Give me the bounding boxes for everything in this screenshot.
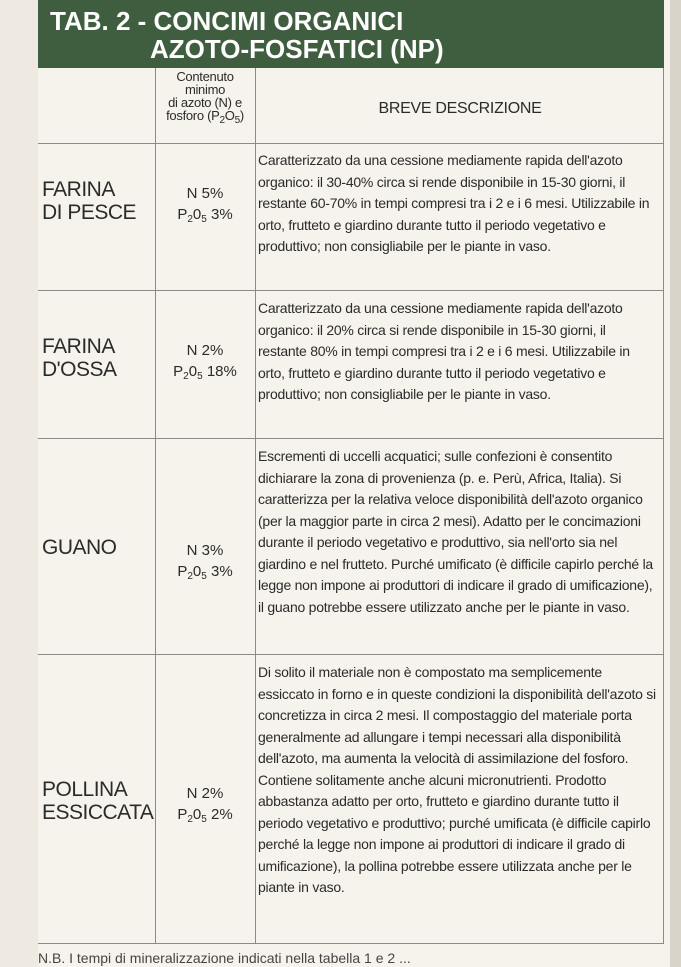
row-content-farina-di-pesce [156, 183, 254, 230]
name-line: DI PESCE [42, 201, 137, 224]
row-desc-farina-di-pesce: Caratterizzato da una cessione mediamente rapida dell'azoto organico: il 30-40% circa si rende disponibile in 15-30 giorni, il restante 60-70% in tempi compresi tra i 2 e i 6 mesi. Utilizzabile in orto, frutteto e giardino durante tutto il periodo vegetativo e produttivo; non consigliabile per le piante in vaso. [258, 152, 650, 254]
phosphorus-value [156, 804, 254, 830]
p-symbol: P [177, 806, 188, 823]
p-symbol: P [173, 363, 184, 380]
row-divider [38, 943, 664, 944]
o-subscript: 5 [197, 371, 203, 382]
o-subscript: 5 [201, 814, 207, 825]
p-subscript: 2 [187, 214, 193, 225]
column-divider [255, 68, 256, 944]
column-header-content [156, 70, 254, 140]
name-line: FARINA [42, 335, 115, 358]
o-symbol: 0 [188, 363, 198, 380]
row-content-pollina-essiccata [156, 783, 254, 830]
row-name-guano [42, 536, 152, 559]
name-line: ESSICCATA [42, 801, 154, 824]
header-text: O [224, 108, 235, 123]
column-header-description: BREVE DESCRIZIONE [378, 100, 542, 117]
p-subscript: 2 [183, 371, 189, 382]
row-divider [38, 654, 664, 655]
row-name-farina-di-pesce [42, 178, 152, 224]
page-edge [670, 0, 681, 967]
header-text: ) [239, 108, 244, 123]
fertilizer-table [38, 68, 664, 944]
header-text: fosforo (P [166, 108, 220, 123]
p-percent: 18% [206, 363, 237, 380]
o-symbol: 0 [192, 563, 202, 580]
row-divider [38, 290, 664, 291]
p-percent: 2% [210, 806, 233, 823]
row-content-guano [156, 540, 254, 587]
row-desc-pollina-essiccata: Di solito il materiale non è compostato ma semplicemente essiccato in forno e in queste condizioni la disponibilità dell'azoto si concretizza in circa 2 mesi. Il compostaggio del materiale porta generalmente ad allungare i tempi necessari alla disponibilità dell'azoto, ma aumenta la velocità di assimilazione del fosforo. Contiene solitamente anche alcuni micronutrienti. Prodotto abbastanza adatto per orto, frutteto e giardino durante tutto il periodo vegetativo e produttivo; purché umificata (è difficile capirlo perché la legge non impone ai produttori di indicare il grado di umificazione), la pollina potrebbe essere utilizzata anche per le piante in vaso. [258, 664, 656, 895]
row-content-farina-d-ossa [156, 340, 254, 387]
name-line: FARINA [42, 178, 115, 201]
row-divider [38, 143, 664, 144]
table-title-line2: AZOTO-FOSFATICI (NP) [150, 34, 444, 64]
nitrogen-value: N 2% [186, 342, 224, 359]
document-page [38, 0, 670, 967]
phosphorus-value [156, 204, 254, 230]
header-line [156, 109, 254, 127]
table-title-bar [38, 0, 664, 68]
o-subscript: 5 [201, 214, 207, 225]
p-symbol: P [177, 563, 188, 580]
nitrogen-value: N 5% [186, 185, 224, 202]
header-line: minimo [184, 82, 226, 97]
p-percent: 3% [210, 206, 233, 223]
name-line: GUANO [42, 536, 117, 559]
nitrogen-value: N 2% [186, 785, 224, 802]
header-subscript: 5 [234, 115, 240, 126]
table-right-border [663, 68, 664, 944]
footnote: N.B. I tempi di mineralizzazione indicati nella tabella 1 e 2 ... [38, 950, 411, 966]
nitrogen-value: N 3% [186, 542, 224, 559]
header-line: Contenuto [176, 69, 234, 84]
row-desc-guano: Escrementi di uccelli acquatici; sulle confezioni è consentito dichiarare la zona di provenienza (p. e. Perù, Africa, Italia). Si caratterizza per la relativa veloce disponibilità dell'azoto organico (per la maggior parte in circa 2 mesi). Adatto per le concimazioni durante il periodo vegetativo e produttivo, sia nell'orto sia nel giardino e nel frutteto. Purché umificato (è difficile capirlo perché la legge non impone ai produttori di indicare il grado di umificazione), il guano potrebbe essere utilizzato anche per le piante in vaso. [258, 448, 653, 615]
row-desc-farina-d-ossa: Caratterizzato da una cessione mediamente rapida dell'azoto organico: il 20% circa si rende disponibile in 15-30 giorni, il restante 80% in tempi compresi tra i 2 e i 6 mesi. Utilizzabile in orto, frutteto e giardino durante tutto il periodo vegetativo e produttivo; non consigliabile per le piante in vaso. [258, 300, 630, 402]
row-name-pollina-essiccata [42, 778, 152, 824]
p-subscript: 2 [187, 571, 193, 582]
name-line: POLLINA [42, 778, 128, 801]
header-line: di azoto (N) e [168, 95, 242, 110]
o-subscript: 5 [201, 571, 207, 582]
header-subscript: 2 [219, 115, 225, 126]
phosphorus-value [156, 361, 254, 387]
row-name-farina-d-ossa [42, 335, 152, 381]
o-symbol: 0 [192, 206, 202, 223]
p-percent: 3% [210, 563, 233, 580]
table-title-line1: TAB. 2 - CONCIMI ORGANICI [50, 6, 404, 36]
phosphorus-value [156, 561, 254, 587]
p-subscript: 2 [187, 814, 193, 825]
o-symbol: 0 [192, 806, 202, 823]
p-symbol: P [177, 206, 188, 223]
name-line: D'OSSA [42, 358, 117, 381]
row-divider [38, 438, 664, 439]
